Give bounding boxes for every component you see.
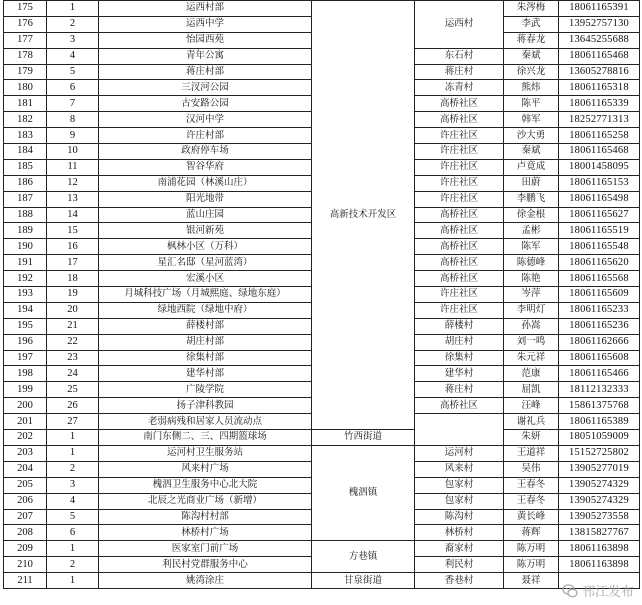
phone-cell: 13815827767 bbox=[559, 525, 640, 541]
location-cell: 医家室门前广场 bbox=[99, 541, 312, 557]
contact-person-cell: 徐金根 bbox=[504, 207, 559, 223]
contact-person-cell: 陈艳 bbox=[504, 271, 559, 287]
phone-cell: 15861375768 bbox=[559, 398, 640, 414]
sub-number-cell: 11 bbox=[47, 159, 99, 175]
location-cell: 绿地西院（绿地中府） bbox=[99, 302, 312, 318]
contact-person-cell: 孟彬 bbox=[504, 223, 559, 239]
sub-number-cell: 24 bbox=[47, 366, 99, 382]
row-number-cell: 187 bbox=[4, 191, 47, 207]
row-number-cell: 184 bbox=[4, 144, 47, 160]
contact-person-cell: 刘一鸣 bbox=[504, 334, 559, 350]
location-cell: 薛楼村部 bbox=[99, 318, 312, 334]
contact-person-cell: 王春冬 bbox=[504, 477, 559, 493]
location-cell: 陈沟村村部 bbox=[99, 509, 312, 525]
row-number-cell: 178 bbox=[4, 48, 47, 64]
row-number-cell: 182 bbox=[4, 112, 47, 128]
contact-person-cell: 范康 bbox=[504, 366, 559, 382]
location-cell: 银河新苑 bbox=[99, 223, 312, 239]
location-cell: 智谷华府 bbox=[99, 159, 312, 175]
phone-cell: 18061163898 bbox=[559, 557, 640, 573]
district-cell: 方巷镇 bbox=[312, 541, 415, 573]
location-cell: 许庄村部 bbox=[99, 128, 312, 144]
phone-cell: 18061165318 bbox=[559, 80, 640, 96]
row-number-cell: 200 bbox=[4, 398, 47, 414]
sub-number-cell: 16 bbox=[47, 239, 99, 255]
village-cell: 东石村 bbox=[415, 48, 504, 64]
location-cell: 南浦花园（林溪山庄） bbox=[99, 175, 312, 191]
location-cell: 槐泗卫生服务中心北大院 bbox=[99, 477, 312, 493]
phone-cell: 18061165339 bbox=[559, 96, 640, 112]
location-cell: 北辰之光商业广场（新增） bbox=[99, 493, 312, 509]
row-number-cell: 175 bbox=[4, 1, 47, 17]
sub-number-cell: 27 bbox=[47, 414, 99, 430]
phone-cell: 18061165468 bbox=[559, 48, 640, 64]
contact-person-cell: 陈军 bbox=[504, 239, 559, 255]
location-cell: 广陵学院 bbox=[99, 382, 312, 398]
contact-person-cell: 汪峰 bbox=[504, 398, 559, 414]
location-cell: 老弱病残和居家人员流动点 bbox=[99, 414, 312, 430]
phone-cell: 13905273558 bbox=[559, 509, 640, 525]
village-cell: 徐集村 bbox=[415, 350, 504, 366]
phone-cell: 13905274329 bbox=[559, 493, 640, 509]
sub-number-cell: 20 bbox=[47, 302, 99, 318]
phone-cell: 18061165468 bbox=[559, 144, 640, 160]
district-cell: 竹西街道 bbox=[312, 430, 415, 446]
phone-cell: 18061165568 bbox=[559, 271, 640, 287]
phone-cell: 18112132333 bbox=[559, 382, 640, 398]
village-cell: 运西村 bbox=[415, 1, 504, 49]
row-number-cell: 181 bbox=[4, 96, 47, 112]
table-row bbox=[4, 541, 640, 557]
sub-number-cell: 2 bbox=[47, 16, 99, 32]
village-cell: 高桥社区 bbox=[415, 96, 504, 112]
row-number-cell: 190 bbox=[4, 239, 47, 255]
district-cell: 甘泉街道 bbox=[312, 573, 415, 589]
phone-cell: 13905277019 bbox=[559, 461, 640, 477]
village-cell: 包家村 bbox=[415, 493, 504, 509]
location-cell: 汉河中学 bbox=[99, 112, 312, 128]
contact-person-cell: 朱妍 bbox=[504, 430, 559, 446]
phone-cell: 18061165233 bbox=[559, 302, 640, 318]
phone-cell: 18061165466 bbox=[559, 366, 640, 382]
village-cell: 风来村 bbox=[415, 461, 504, 477]
village-cell: 薛楼村 bbox=[415, 318, 504, 334]
sub-number-cell: 12 bbox=[47, 175, 99, 191]
village-cell: 高桥社区 bbox=[415, 255, 504, 271]
sub-number-cell: 1 bbox=[47, 1, 99, 17]
row-number-cell: 209 bbox=[4, 541, 47, 557]
location-cell: 星汇名邸（星河蓝湾） bbox=[99, 255, 312, 271]
phone-cell: 15152725802 bbox=[559, 445, 640, 461]
contact-person-cell: 朱涔梅 bbox=[504, 1, 559, 17]
row-number-cell: 192 bbox=[4, 271, 47, 287]
sub-number-cell: 1 bbox=[47, 573, 99, 589]
contact-person-cell: 吴伟 bbox=[504, 461, 559, 477]
contact-person-cell: 蒋辉 bbox=[504, 525, 559, 541]
wechat-bubble-icon bbox=[562, 583, 578, 599]
sub-number-cell: 8 bbox=[47, 112, 99, 128]
sub-number-cell: 18 bbox=[47, 271, 99, 287]
contact-person-cell: 李明灯 bbox=[504, 302, 559, 318]
village-cell: 高桥社区 bbox=[415, 112, 504, 128]
row-number-cell: 198 bbox=[4, 366, 47, 382]
phone-cell: 13905274329 bbox=[559, 477, 640, 493]
phone-cell: 18061165608 bbox=[559, 350, 640, 366]
village-cell: 高桥社区 bbox=[415, 223, 504, 239]
phone-cell: 18061165627 bbox=[559, 207, 640, 223]
village-cell: 裔家村 bbox=[415, 541, 504, 557]
table-row bbox=[4, 1, 640, 17]
sub-number-cell: 17 bbox=[47, 255, 99, 271]
sub-number-cell: 19 bbox=[47, 287, 99, 303]
village-cell: 高桥社区 bbox=[415, 207, 504, 223]
watermark bbox=[562, 581, 634, 600]
contact-person-cell: 沙大勇 bbox=[504, 128, 559, 144]
contact-person-cell: 陈万明 bbox=[504, 541, 559, 557]
row-number-cell: 186 bbox=[4, 175, 47, 191]
village-cell: 蒋庄村 bbox=[415, 382, 504, 398]
row-number-cell: 179 bbox=[4, 64, 47, 80]
phone-cell: 13605278816 bbox=[559, 64, 640, 80]
phone-cell: 18061162666 bbox=[559, 334, 640, 350]
sub-number-cell: 5 bbox=[47, 64, 99, 80]
location-cell: 风来村广场 bbox=[99, 461, 312, 477]
contact-person-cell: 李武 bbox=[504, 16, 559, 32]
row-number-cell: 203 bbox=[4, 445, 47, 461]
row-number-cell: 195 bbox=[4, 318, 47, 334]
village-cell: 利民村 bbox=[415, 557, 504, 573]
location-cell: 枫林小区（万科） bbox=[99, 239, 312, 255]
location-cell: 青年公寓 bbox=[99, 48, 312, 64]
row-number-cell: 177 bbox=[4, 32, 47, 48]
table-row bbox=[4, 430, 640, 446]
table-row bbox=[4, 445, 640, 461]
sub-number-cell: 6 bbox=[47, 80, 99, 96]
village-cell: 冻青村 bbox=[415, 80, 504, 96]
sub-number-cell: 21 bbox=[47, 318, 99, 334]
sub-number-cell: 4 bbox=[47, 493, 99, 509]
row-number-cell: 210 bbox=[4, 557, 47, 573]
contact-person-cell: 李鹏飞 bbox=[504, 191, 559, 207]
contact-person-cell: 陈平 bbox=[504, 96, 559, 112]
sub-number-cell: 22 bbox=[47, 334, 99, 350]
contact-person-cell: 韩军 bbox=[504, 112, 559, 128]
contact-person-cell: 聂祥 bbox=[504, 573, 559, 589]
location-cell: 扬子津科教园 bbox=[99, 398, 312, 414]
sub-number-cell: 2 bbox=[47, 557, 99, 573]
location-cell: 蓝山庄园 bbox=[99, 207, 312, 223]
phone-cell: 18061165620 bbox=[559, 255, 640, 271]
sub-number-cell: 14 bbox=[47, 207, 99, 223]
location-cell: 姚湾涂庄 bbox=[99, 573, 312, 589]
village-cell bbox=[415, 414, 504, 446]
contact-person-cell: 徐兴龙 bbox=[504, 64, 559, 80]
location-cell: 运西村部 bbox=[99, 1, 312, 17]
row-number-cell: 193 bbox=[4, 287, 47, 303]
contact-person-cell: 蒋春龙 bbox=[504, 32, 559, 48]
contact-person-cell: 王春冬 bbox=[504, 493, 559, 509]
phone-cell: 18061165236 bbox=[559, 318, 640, 334]
row-number-cell: 176 bbox=[4, 16, 47, 32]
row-number-cell: 205 bbox=[4, 477, 47, 493]
location-cell: 运西中学 bbox=[99, 16, 312, 32]
contact-person-cell: 秦斌 bbox=[504, 144, 559, 160]
row-number-cell: 202 bbox=[4, 430, 47, 446]
phone-cell: 18061165519 bbox=[559, 223, 640, 239]
contact-person-cell: 秦斌 bbox=[504, 48, 559, 64]
phone-cell: 13645255688 bbox=[559, 32, 640, 48]
village-cell: 包家村 bbox=[415, 477, 504, 493]
location-cell: 蒋庄村部 bbox=[99, 64, 312, 80]
row-number-cell: 199 bbox=[4, 382, 47, 398]
sub-number-cell: 1 bbox=[47, 445, 99, 461]
contact-person-cell: 陈德峰 bbox=[504, 255, 559, 271]
contact-person-cell: 田蔚 bbox=[504, 175, 559, 191]
row-number-cell: 201 bbox=[4, 414, 47, 430]
row-number-cell: 183 bbox=[4, 128, 47, 144]
village-cell: 许庄社区 bbox=[415, 175, 504, 191]
contact-person-cell: 熊炜 bbox=[504, 80, 559, 96]
row-number-cell: 204 bbox=[4, 461, 47, 477]
location-cell: 怡园西苑 bbox=[99, 32, 312, 48]
row-number-cell: 207 bbox=[4, 509, 47, 525]
village-cell: 林桥村 bbox=[415, 525, 504, 541]
village-cell: 胡庄村 bbox=[415, 334, 504, 350]
phone-cell: 18051059009 bbox=[559, 430, 640, 446]
village-cell: 许庄社区 bbox=[415, 144, 504, 160]
location-cell: 徐集村部 bbox=[99, 350, 312, 366]
sub-number-cell: 25 bbox=[47, 382, 99, 398]
sub-number-cell: 3 bbox=[47, 477, 99, 493]
contact-person-cell: 陈万明 bbox=[504, 557, 559, 573]
row-number-cell: 196 bbox=[4, 334, 47, 350]
sub-number-cell: 2 bbox=[47, 461, 99, 477]
sub-number-cell: 15 bbox=[47, 223, 99, 239]
district-cell: 槐泗镇 bbox=[312, 445, 415, 540]
sub-number-cell: 9 bbox=[47, 128, 99, 144]
row-number-cell: 194 bbox=[4, 302, 47, 318]
village-cell: 许庄社区 bbox=[415, 287, 504, 303]
contact-person-cell: 朱元祥 bbox=[504, 350, 559, 366]
village-cell: 运河村 bbox=[415, 445, 504, 461]
phone-cell: 18061163898 bbox=[559, 541, 640, 557]
phone-cell: 18061165498 bbox=[559, 191, 640, 207]
village-cell: 香巷村 bbox=[415, 573, 504, 589]
sub-number-cell: 23 bbox=[47, 350, 99, 366]
phone-cell: 18061165548 bbox=[559, 239, 640, 255]
location-cell: 月城科技广场（月城熙庭、绿地东庭） bbox=[99, 287, 312, 303]
village-cell: 许庄社区 bbox=[415, 191, 504, 207]
location-cell: 阳光地带 bbox=[99, 191, 312, 207]
sub-number-cell: 10 bbox=[47, 144, 99, 160]
village-cell: 许庄社区 bbox=[415, 128, 504, 144]
contact-person-cell: 王道祥 bbox=[504, 445, 559, 461]
sub-number-cell: 6 bbox=[47, 525, 99, 541]
location-cell: 建华村部 bbox=[99, 366, 312, 382]
contact-person-cell: 谢礼兵 bbox=[504, 414, 559, 430]
row-number-cell: 188 bbox=[4, 207, 47, 223]
phone-cell: 18001458095 bbox=[559, 159, 640, 175]
village-cell: 高桥社区 bbox=[415, 239, 504, 255]
village-cell: 许庄社区 bbox=[415, 159, 504, 175]
phone-cell: 18061165389 bbox=[559, 414, 640, 430]
village-cell: 蒋庄村 bbox=[415, 64, 504, 80]
village-cell: 高桥社区 bbox=[415, 398, 504, 414]
location-cell: 宏溪小区 bbox=[99, 271, 312, 287]
sub-number-cell: 3 bbox=[47, 32, 99, 48]
watermark-text: 邗江发布 bbox=[581, 585, 634, 600]
contact-person-cell: 黄长峰 bbox=[504, 509, 559, 525]
sub-number-cell: 13 bbox=[47, 191, 99, 207]
village-cell: 建华村 bbox=[415, 366, 504, 382]
row-number-cell: 206 bbox=[4, 493, 47, 509]
village-cell: 高桥社区 bbox=[415, 271, 504, 287]
table-body bbox=[4, 1, 640, 589]
location-cell: 胡庄村部 bbox=[99, 334, 312, 350]
table-row bbox=[4, 573, 640, 589]
village-cell: 许庄社区 bbox=[415, 302, 504, 318]
sub-number-cell: 1 bbox=[47, 430, 99, 446]
location-cell: 古安路公园 bbox=[99, 96, 312, 112]
contact-person-cell: 卢竟成 bbox=[504, 159, 559, 175]
phone-cell: 18061165391 bbox=[559, 1, 640, 17]
phone-cell: 18252771313 bbox=[559, 112, 640, 128]
contact-person-cell: 屈凯 bbox=[504, 382, 559, 398]
location-cell: 三汊河公园 bbox=[99, 80, 312, 96]
phone-cell: 18061165153 bbox=[559, 175, 640, 191]
row-number-cell: 189 bbox=[4, 223, 47, 239]
sub-number-cell: 7 bbox=[47, 96, 99, 112]
sub-number-cell: 1 bbox=[47, 541, 99, 557]
location-cell: 林桥村广场 bbox=[99, 525, 312, 541]
row-number-cell: 197 bbox=[4, 350, 47, 366]
phone-cell: 13952757130 bbox=[559, 16, 640, 32]
phone-cell: 18061165258 bbox=[559, 128, 640, 144]
site-table bbox=[3, 0, 640, 589]
contact-person-cell: 孙嵩 bbox=[504, 318, 559, 334]
contact-person-cell: 岑萍 bbox=[504, 287, 559, 303]
row-number-cell: 211 bbox=[4, 573, 47, 589]
location-cell: 利民村党群服务中心 bbox=[99, 557, 312, 573]
phone-cell: 18061165609 bbox=[559, 287, 640, 303]
sub-number-cell: 4 bbox=[47, 48, 99, 64]
location-cell: 运河村卫生服务站 bbox=[99, 445, 312, 461]
row-number-cell: 185 bbox=[4, 159, 47, 175]
district-cell: 高新技术开发区 bbox=[312, 1, 415, 430]
row-number-cell: 180 bbox=[4, 80, 47, 96]
sub-number-cell: 26 bbox=[47, 398, 99, 414]
sub-number-cell: 5 bbox=[47, 509, 99, 525]
row-number-cell: 208 bbox=[4, 525, 47, 541]
village-cell: 陈沟村 bbox=[415, 509, 504, 525]
row-number-cell: 191 bbox=[4, 255, 47, 271]
location-cell: 政府停车场 bbox=[99, 144, 312, 160]
location-cell: 南门东侧二、三、四期篮球场 bbox=[99, 430, 312, 446]
